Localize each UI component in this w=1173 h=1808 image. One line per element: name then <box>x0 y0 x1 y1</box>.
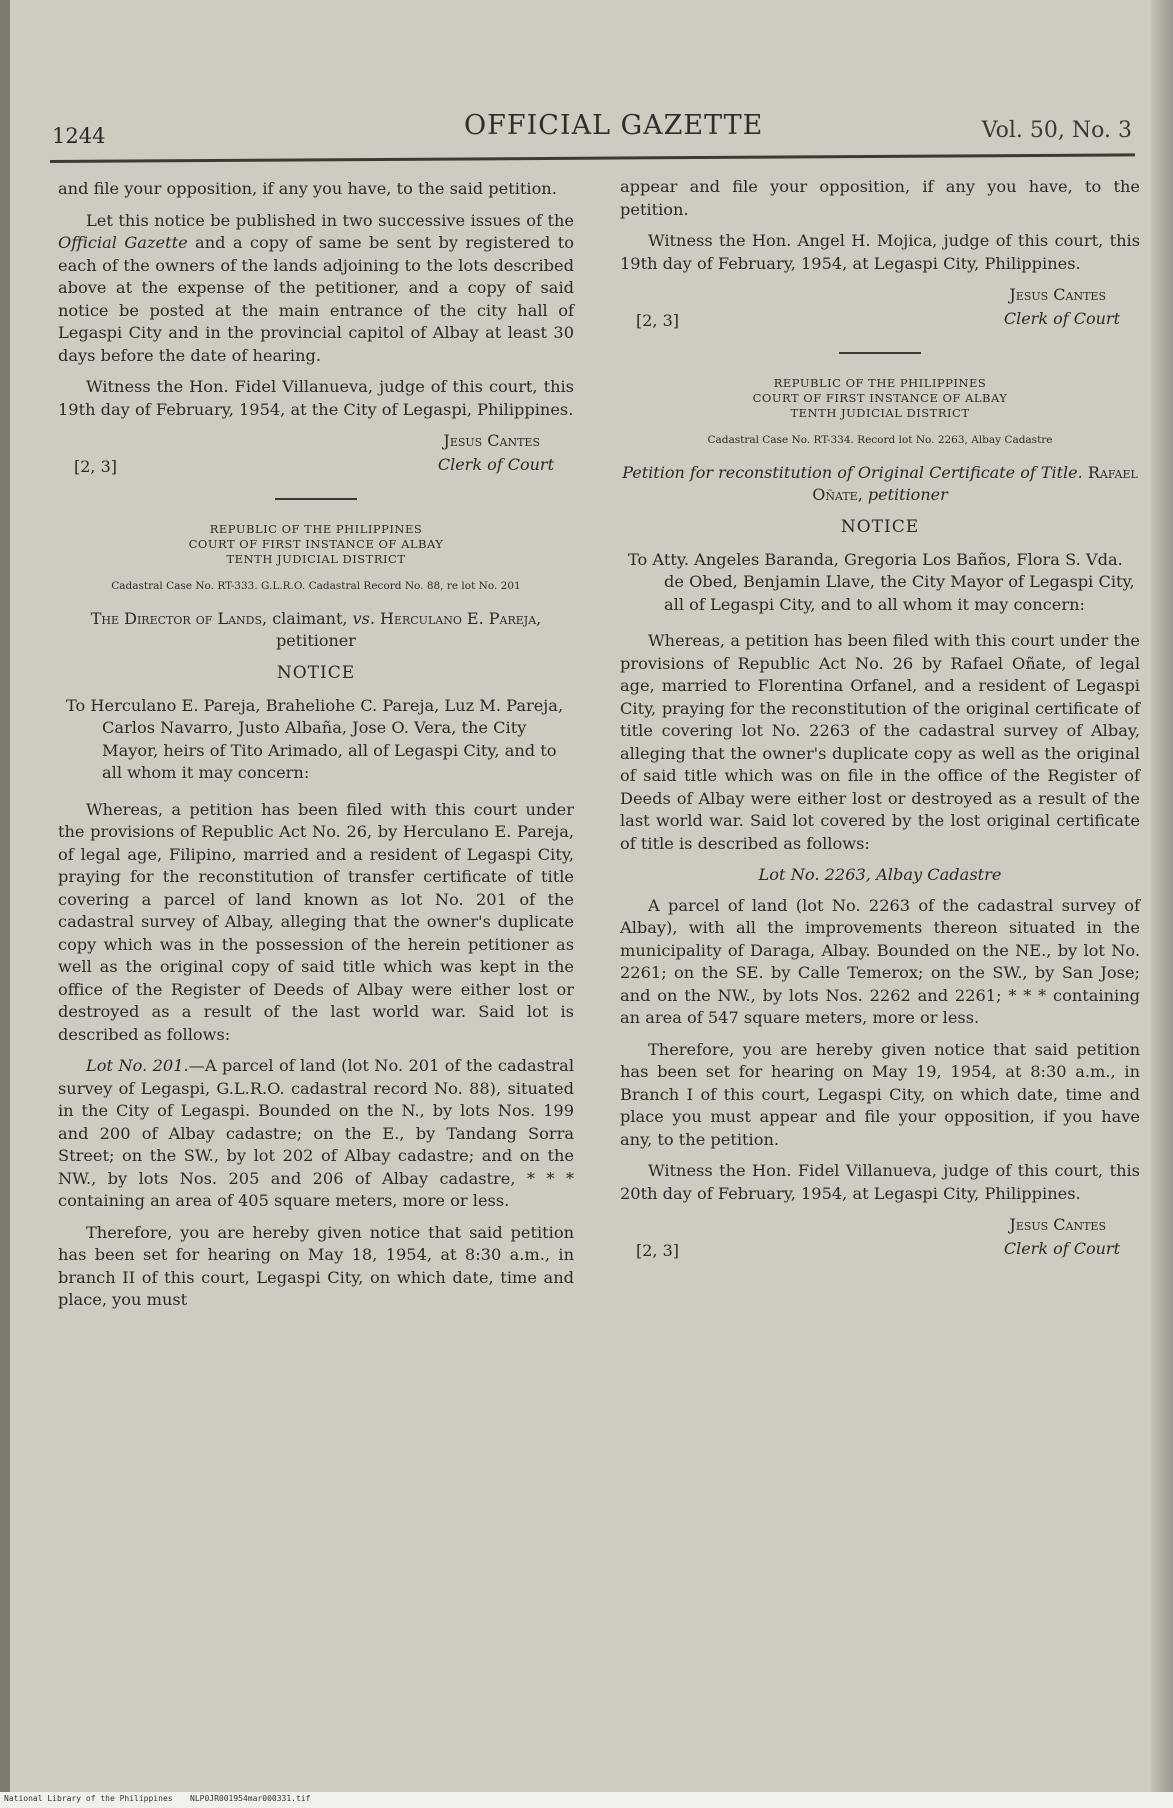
text-run: , petitioner <box>276 609 542 650</box>
court-line: TENTH JUDICIAL DISTRICT <box>226 552 406 566</box>
section-divider <box>839 352 921 354</box>
text-run: —A parcel of land (lot No. 201 of the cadastral survey of Legaspi, G.L.R.O. cadastral record No. 88), situated in the City of Legaspi. Bounded on the N., by lots Nos. 199 and 200 of Albay cadastre; on the E., by Tandang Sorra Street; on the SW., by lot 202 of Albay cadastre; and on the NW., by lots Nos. 205 and 206 of Albay cadastre, * * * containing an area of 405 square meters, more or less. <box>58 1056 574 1210</box>
lot-heading: Lot No. 2263, Albay Cadastre <box>758 865 1002 884</box>
lot-description <box>58 1055 574 1213</box>
page-number: 1244 <box>52 124 106 148</box>
clerk-title: Clerk of Court <box>437 455 554 474</box>
right-paragraph: appear and file your opposition, if any you have, to the petition. <box>620 177 1140 219</box>
section-divider <box>275 498 357 500</box>
whereas-paragraph: Whereas, a petition has been filed with this court under the provisions of Republic Act No. 26, by Herculano E. Pareja, of legal age, Filipino, married and a resident of Legaspi City, praying for the reconstitution of transfer certificate of title covering a parcel of land known as lot No. 201 of the cadastral survey of Albay, alleging that the owner's duplicate copy which was in the possession of the herein petitioner as well as the original copy of said title which was kept in the office of the Register of Deeds of Albay were either lost or destroyed as a result of the last world war. Said lot is described as follows: <box>58 799 574 1044</box>
witness-paragraph: Witness the Hon. Angel H. Mojica, judge of this court, this 19th day of February, 1954, at Legaspi City, Philippines. <box>620 231 1140 273</box>
signature-block <box>58 430 574 486</box>
signature-block <box>620 284 1140 340</box>
text-run: , claimant, <box>262 609 353 628</box>
publication-title: OFFICIAL GAZETTE <box>464 110 764 141</box>
hearing-paragraph: Therefore, you are hereby given notice that said petition has been set for hearing on May 18, 1954, at 8:30 a.m., in branch II of this court, Legaspi City, on which date, time and place, you must <box>58 1222 574 1309</box>
text-run: and a copy of same be sent by registered to each of the owners of the lands adjoining to the lots described above at the expense of the petitioner, and a copy of said notice be posted at the main entrance of the city hall of Legaspi City and in the provincial capitol of Albay at least 30 days before the date of hearing. <box>58 233 574 365</box>
case-title: Petition for reconstitution of Original Certificate of Title. Rafael Oñate, petitioner <box>622 463 1138 504</box>
petition-title: Petition for reconstitution of Original Certificate of Title. <box>622 463 1083 482</box>
addressees: To Herculano E. Pareja, Braheliohe C. Pareja, Luz M. Pareja, Carlos Navarro, Justo Albaña, Jose O. Vera, the City Mayor, heirs of Tito Arimado, all of Legaspi City, and to all whom it may concern: <box>66 695 564 782</box>
case-reference: Cadastral Case No. RT-334. Record lot No. 2263, Albay Cadastre <box>707 434 1053 446</box>
court-line: COURT OF FIRST INSTANCE OF ALBAY <box>188 537 444 551</box>
lot-label: Lot No. 201. <box>86 1056 189 1075</box>
clerk-name: Jesus Cantes <box>1009 1215 1106 1234</box>
case-parties <box>58 608 574 652</box>
scan-footer <box>0 1792 1173 1808</box>
scan-filename: NLP0JR001954mar000331.tif <box>190 1794 311 1803</box>
court-heading <box>58 522 574 567</box>
court-line: REPUBLIC OF THE PHILIPPINES <box>209 522 423 536</box>
court-line: REPUBLIC OF THE PHILIPPINES <box>773 376 987 390</box>
versus: vs. <box>352 609 375 628</box>
left-paragraph: and file your opposition, if any you have, to the said petition. <box>58 179 557 198</box>
publication-paragraph <box>58 210 574 368</box>
petitioner-name: Rafael Oñate <box>812 463 1138 504</box>
notice-heading: NOTICE <box>840 517 920 537</box>
court-line: COURT OF FIRST INSTANCE OF ALBAY <box>752 391 1008 405</box>
signature-block <box>620 1214 1140 1270</box>
witness-paragraph: Witness the Hon. Fidel Villanueva, judge of this court, this 19th day of February, 1954, at the City of Legaspi, Philippines. <box>58 377 574 419</box>
petitioner-name: Herculano E. Pareja <box>380 609 537 628</box>
page-header <box>52 110 1132 160</box>
whereas-paragraph: Whereas, a petition has been filed with this court under the provisions of Republic Act No. 26 by Rafael Oñate, of legal age, married to Florentina Orfanel, and a resident of Legaspi City, praying for the reconstitution of the original certificate of title covering lot No. 2263 of the cadastral survey of Albay, alleging that the owner's duplicate copy as well as the original of said title which was on file in the office of the Register of Deeds of Albay were either lost or destroyed as a result of the last world war. Said lot covered by the lost original certificate of title is described as follows: <box>620 631 1140 853</box>
clerk-name: Jesus Cantes <box>1009 285 1106 304</box>
claimant: The Director of Lands <box>90 609 263 628</box>
notice-heading: NOTICE <box>276 663 356 683</box>
library-credit: National Library of the Philippines <box>4 1794 173 1803</box>
witness-paragraph: Witness the Hon. Fidel Villanueva, judge of this court, this 20th day of February, 1954, at Legaspi City, Philippines. <box>620 1161 1140 1203</box>
case-reference: Cadastral Case No. RT-333. G.L.R.O. Cadastral Record No. 88, re lot No. 201 <box>111 580 521 592</box>
clerk-title: Clerk of Court <box>1003 1239 1120 1258</box>
left-column <box>58 178 574 1321</box>
clerk-title: Clerk of Court <box>1003 309 1120 328</box>
lot-description: A parcel of land (lot No. 2263 of the cadastral survey of Albay), with all the improvements thereon situated in the municipality of Daraga, Albay. Bounded on the NE., by lot No. 2261; on the SE. by Calle Temerox; on the SW., by San Jose; and on the NW., by lots Nos. 2262 and 2261; * * * containing an area of 547 square meters, more or less. <box>620 895 1140 1027</box>
right-column <box>620 176 1140 1280</box>
clerk-name: Jesus Cantes <box>443 431 540 450</box>
gazette-name: Official Gazette <box>58 233 188 252</box>
issue-reference: [2, 3] <box>636 1241 680 1260</box>
volume-number: Vol. 50, No. 3 <box>981 118 1132 143</box>
court-line: TENTH JUDICIAL DISTRICT <box>790 406 970 420</box>
scan-edge-right <box>1151 0 1173 1808</box>
issue-reference: [2, 3] <box>74 457 118 476</box>
hearing-paragraph: Therefore, you are hereby given notice that said petition has been set for hearing on May 19, 1954, at 8:30 a.m., in Branch I of this court, Legaspi City, on which date, time and place you must appear and file your opposition, if you have any, to the petition. <box>620 1039 1140 1149</box>
addressees: To Atty. Angeles Baranda, Gregoria Los Baños, Flora S. Vda. de Obed, Benjamin Llave, the City Mayor of Legaspi City, all of Legaspi City, and to all whom it may concern: <box>628 549 1135 614</box>
court-heading <box>620 376 1140 421</box>
issue-reference: [2, 3] <box>636 311 680 330</box>
text-run: Let this notice be published in two successive issues of the <box>86 210 574 230</box>
petitioner-role: petitioner <box>867 485 948 504</box>
scan-edge-left <box>0 0 10 1808</box>
